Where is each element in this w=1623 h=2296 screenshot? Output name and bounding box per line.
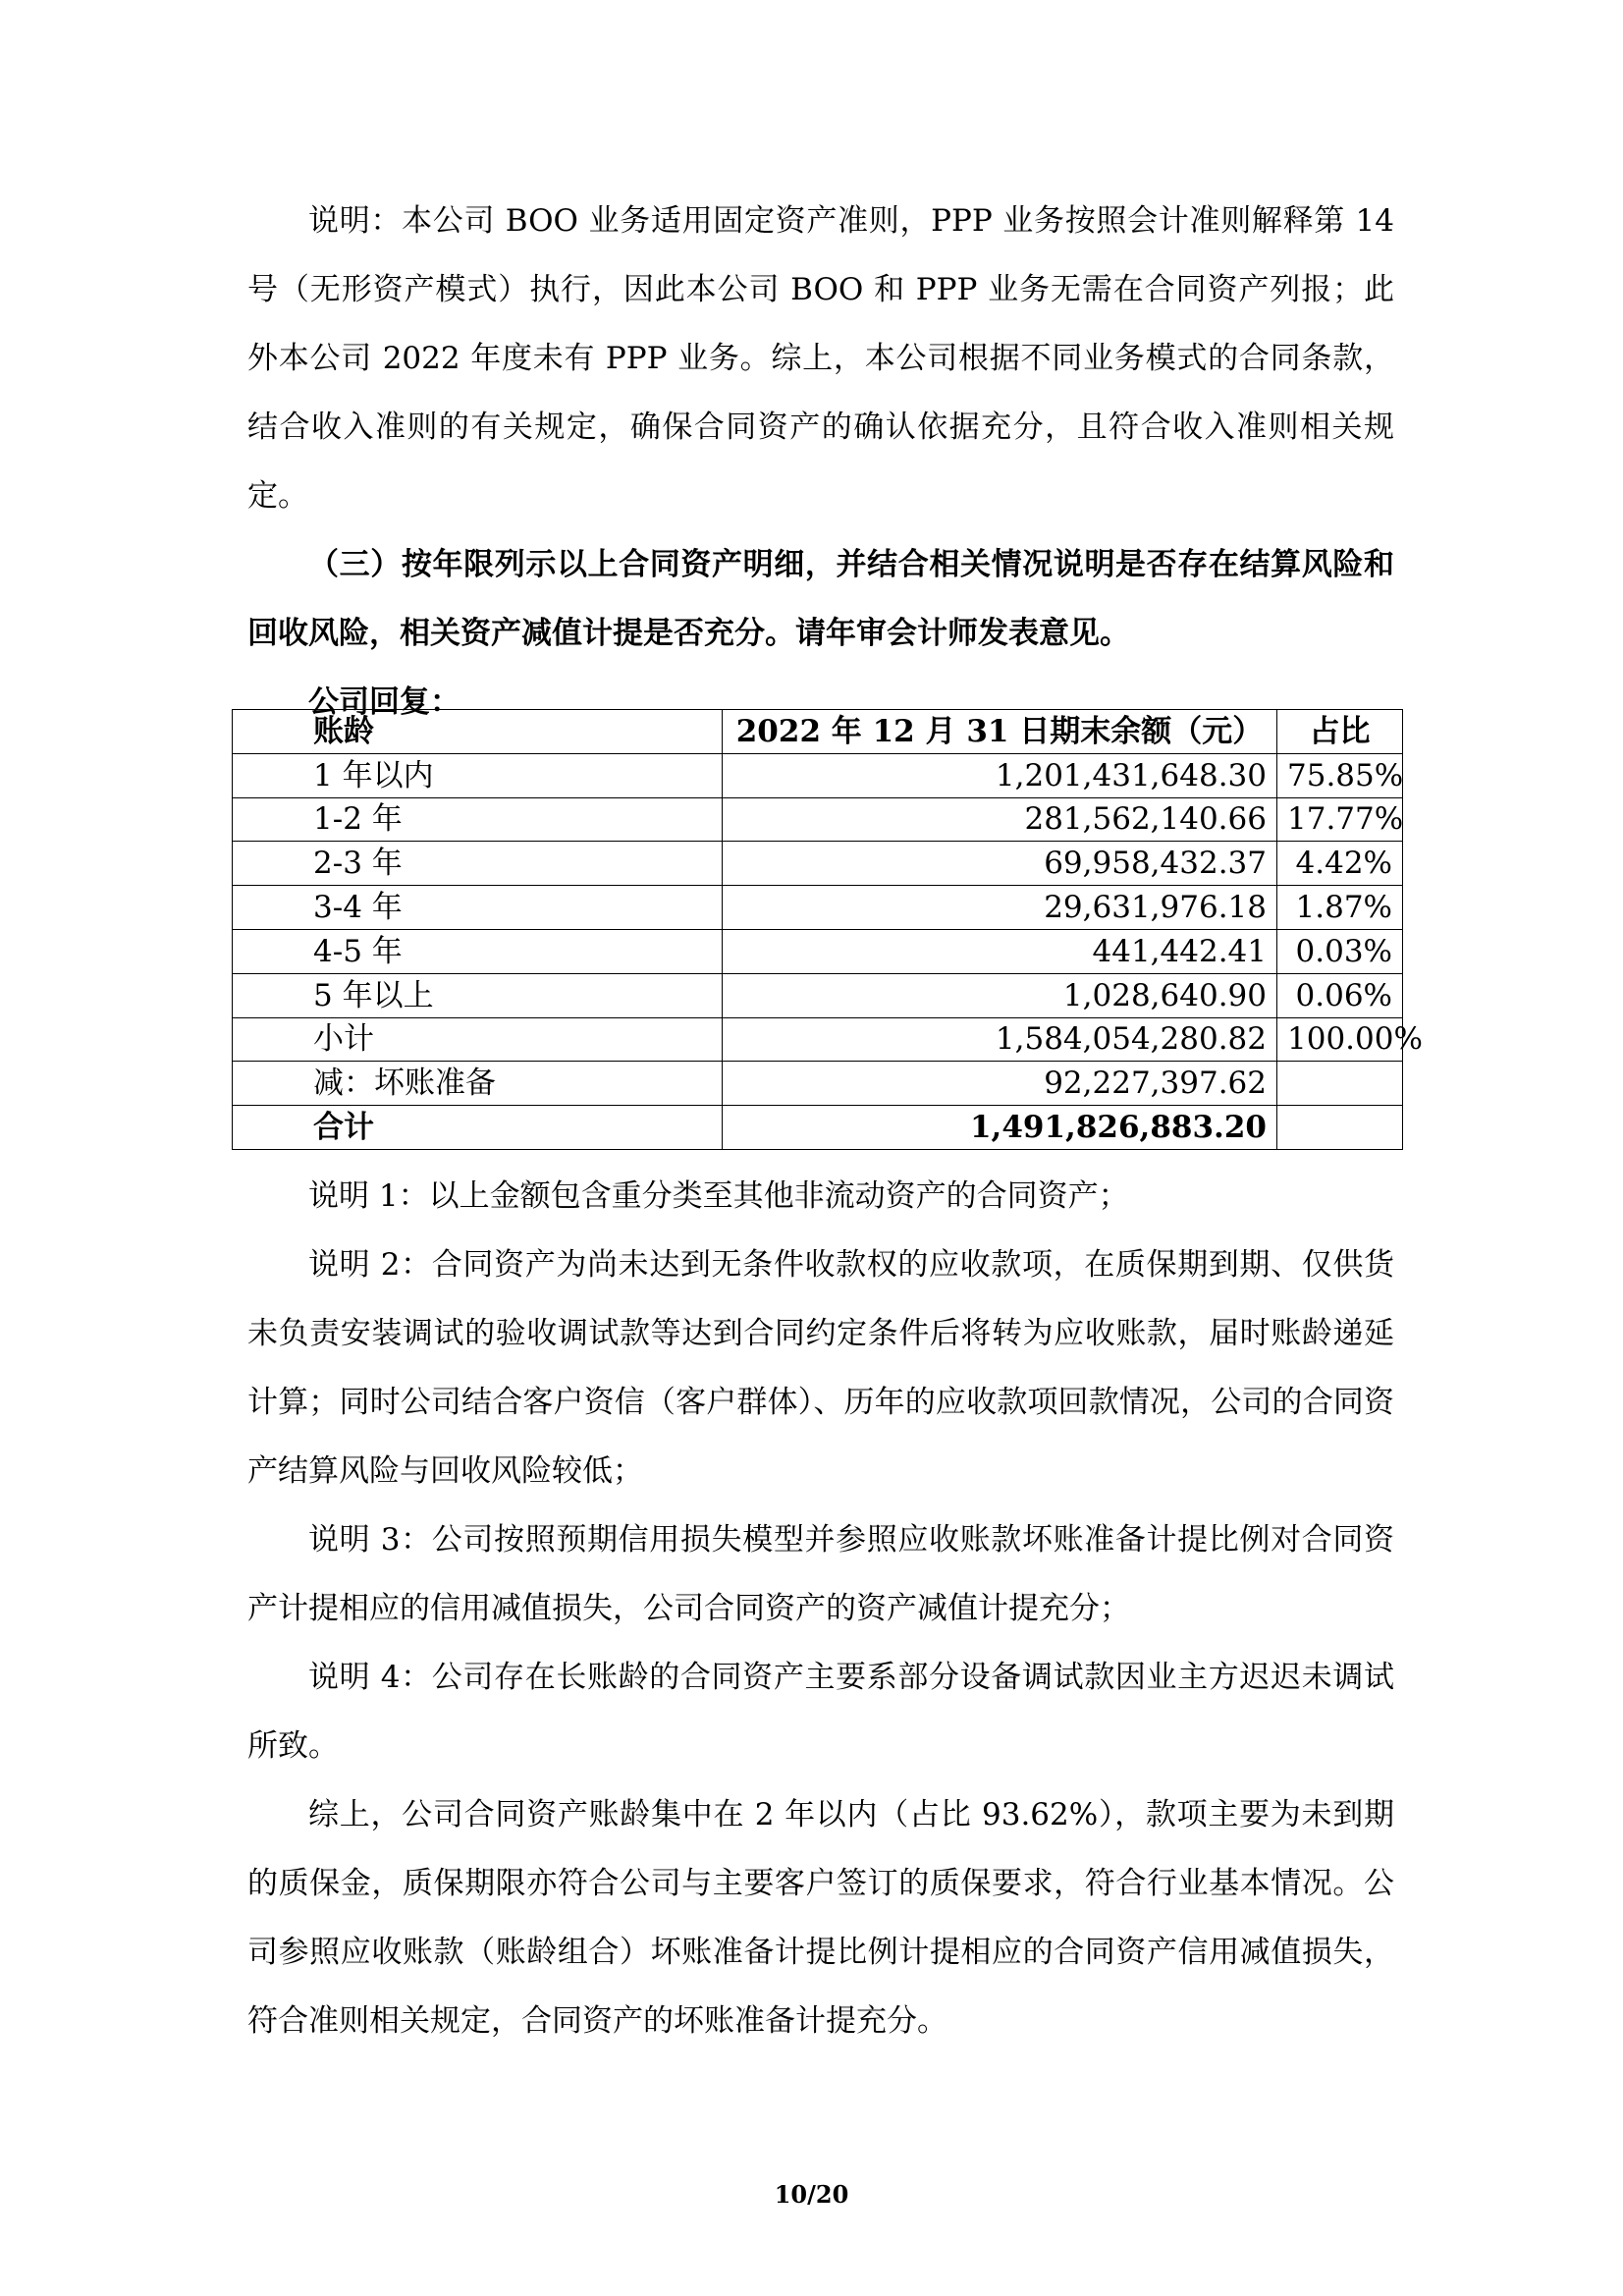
aging-cell: 小计	[233, 1017, 723, 1062]
question-heading-three: （三）按年限列示以上合同资产明细，并结合相关情况说明是否存在结算风险和回收风险，相关资产减值计提是否充分。请年审会计师发表意见。	[247, 547, 1394, 651]
company-reply-label: 公司回复：	[308, 684, 460, 720]
amount-cell: 1,584,054,280.82	[723, 1017, 1277, 1062]
note-2-paragraph: 说明 2：合同资产为尚未达到无条件收款权的应收款项，在质保期到期、仅供货未负责安装调试的验收调试款等达到合同约定条件后将转为应收账款，届时账龄递延计算；同时公司结合客户资信（客户群体）、历年的应收款项回款情况，公司的合同资产结算风险与回收风险较低；	[247, 1247, 1394, 1489]
conclusion-paragraph: 综上，公司合同资产账龄集中在 2 年以内（占比 93.62%），款项主要为未到期的质保金，质保期限亦符合公司与主要客户签订的质保要求，符合行业基本情况。公司参照应收账款（账龄组合）坏账准备计提比例计提相应的合同资产信用减值损失，符合准则相关规定，合同资产的坏账准备计提充分。	[247, 1797, 1394, 2039]
table-row	[233, 753, 1403, 797]
table-row	[233, 886, 1403, 930]
aging-cell: 2-3 年	[233, 842, 723, 886]
note-3-paragraph: 说明 3：公司按照预期信用损失模型并参照应收账款坏账准备计提比例对合同资产计提相应的信用减值损失，公司合同资产的资产减值计提充分；	[247, 1522, 1394, 1626]
table-row	[233, 929, 1403, 973]
aging-cell: 5 年以上	[233, 973, 723, 1017]
note-1-paragraph: 说明 1：以上金额包含重分类至其他非流动资产的合同资产；	[308, 1178, 1129, 1214]
amount-cell: 281,562,140.66	[723, 797, 1277, 842]
aging-cell: 1 年以内	[233, 753, 723, 797]
percentage-cell: 1.87%	[1277, 886, 1403, 930]
amount-cell: 92,227,397.62	[723, 1062, 1277, 1106]
amount-cell: 441,442.41	[723, 929, 1277, 973]
table-row	[233, 973, 1403, 1017]
header-balance: 2022 年 12 月 31 日期末余额（元）	[723, 710, 1277, 754]
total-row	[233, 1106, 1403, 1150]
aging-cell: 减：坏账准备	[233, 1062, 723, 1106]
amount-cell: 1,201,431,648.30	[723, 753, 1277, 797]
percentage-cell: 0.03%	[1277, 929, 1403, 973]
amount-cell: 69,958,432.37	[723, 842, 1277, 886]
aging-cell: 4-5 年	[233, 929, 723, 973]
aging-cell: 3-4 年	[233, 886, 723, 930]
lower-text-block	[247, 1162, 1394, 2055]
upper-text-block	[247, 187, 1394, 737]
contract-asset-aging-table	[232, 709, 1423, 1150]
subtotal-row	[233, 1017, 1403, 1062]
table-row	[233, 797, 1403, 842]
amount-cell: 29,631,976.18	[723, 886, 1277, 930]
total-amount-cell: 1,491,826,883.20	[723, 1106, 1277, 1150]
note-4-paragraph: 说明 4：公司存在长账龄的合同资产主要系部分设备调试款因业主方迟迟未调试所致。	[247, 1660, 1394, 1764]
header-aging: 账龄	[233, 710, 723, 754]
header-percentage: 占比	[1277, 710, 1403, 754]
table-row	[233, 842, 1403, 886]
percentage-cell: 75.85%	[1277, 753, 1403, 797]
percentage-cell	[1277, 1062, 1403, 1106]
bad-debt-allowance-row	[233, 1062, 1403, 1106]
total-label-cell: 合计	[233, 1106, 723, 1150]
percentage-cell: 0.06%	[1277, 973, 1403, 1017]
paragraph-boo-ppp-explanation: 说明：本公司 BOO 业务适用固定资产准则，PPP 业务按照会计准则解释第 14 号（无形资产模式）执行，因此本公司 BOO 和 PPP 业务无需在合同资产列报；此外本公司 2022 年度未有 PPP 业务。综上，本公司根据不同业务模式的合同条款，结合收入准则的有关规定，确保合同资产的确认依据充分，且符合收入准则相关规定。	[247, 203, 1394, 514]
percentage-cell: 17.77%	[1277, 797, 1403, 842]
amount-cell: 1,028,640.90	[723, 973, 1277, 1017]
table-header-row	[233, 710, 1403, 754]
percentage-cell: 4.42%	[1277, 842, 1403, 886]
page-number: 10/20	[774, 2180, 849, 2209]
total-percentage-cell	[1277, 1106, 1403, 1150]
percentage-cell: 100.00%	[1277, 1017, 1403, 1062]
aging-cell: 1-2 年	[233, 797, 723, 842]
